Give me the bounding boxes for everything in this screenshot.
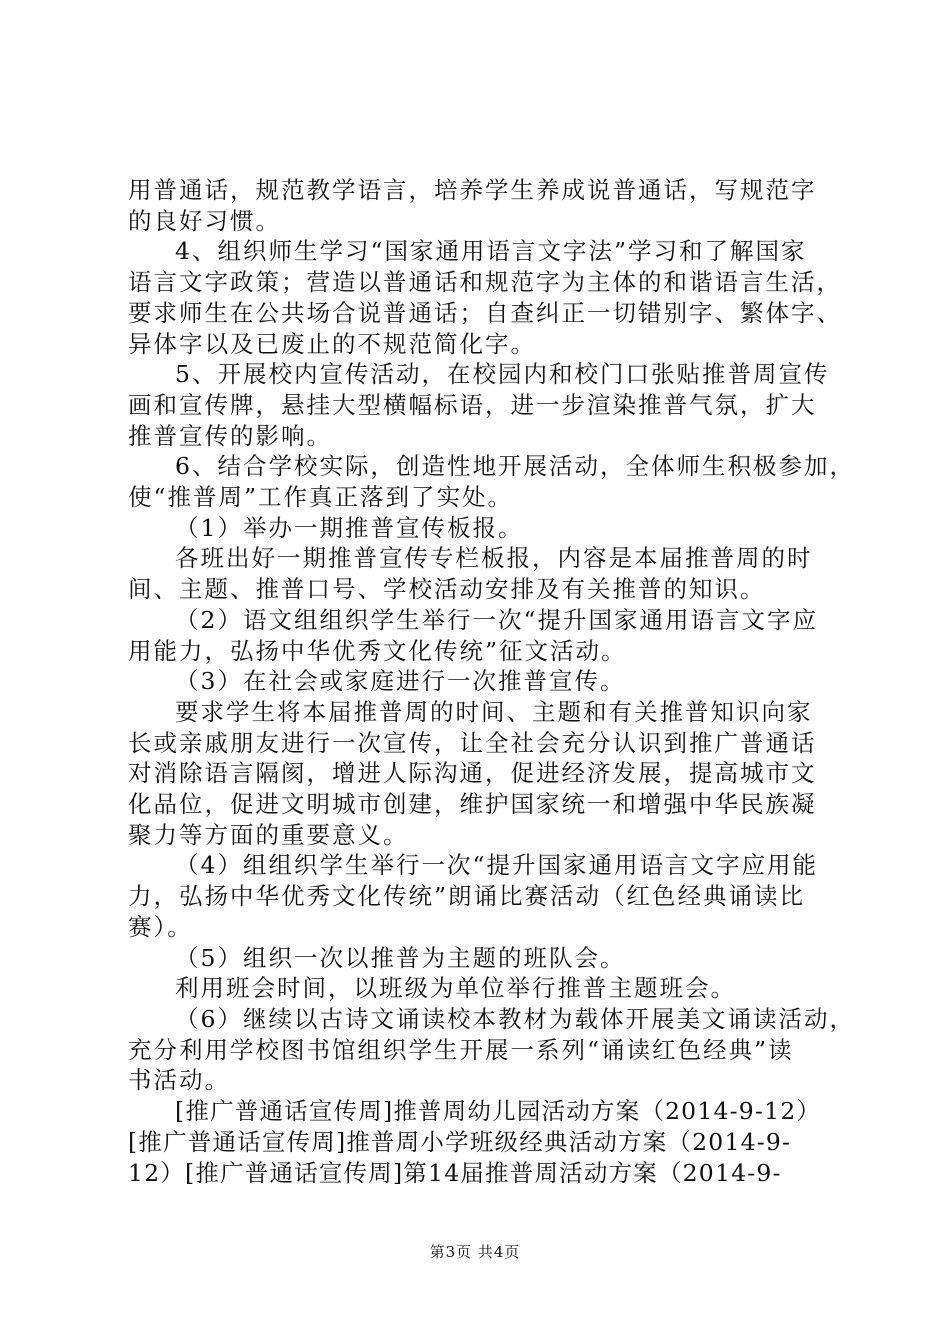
- paragraph: [128, 850, 840, 942]
- text-line: （3）在社会或家庭进行一次推普宣传。: [175, 667, 626, 696]
- text-line: 充分利用学校图书馆组织学生开展一系列“诵读红色经典”读: [128, 1035, 794, 1064]
- text-line: 书活动。: [128, 1066, 230, 1095]
- text-line: 利用班会时间，以班级为单位举行推普主题班会。: [175, 974, 736, 1003]
- text-line: 用能力，弘扬中华优秀文化传统”征文活动。: [128, 636, 627, 665]
- text-line: 6、结合学校实际，创造性地开展活动，全体师生积极参加，: [175, 452, 855, 481]
- text-line: （4）组组织学生举行一次“提升国家通用语言文字应用能: [175, 851, 818, 880]
- page-footer: [0, 1241, 950, 1262]
- text-line: 要求师生在公共场合说普通话；自查纠正一切错别字、繁体字、: [128, 298, 842, 327]
- text-line: 推普宣传的影响。: [128, 421, 332, 450]
- related-links-paragraph: [128, 1096, 840, 1188]
- paragraph: [128, 973, 840, 1004]
- text-line: 力，弘扬中华优秀文化传统”朗诵比赛活动（红色经典诵读比: [128, 882, 806, 911]
- text-line: 各班出好一期推普宣传专栏板报，内容是本届推普周的时: [175, 544, 813, 573]
- paragraph: [128, 605, 840, 666]
- text-line: 聚力等方面的重要意义。: [128, 820, 409, 849]
- text-line: 语言文字政策；营造以普通话和规范字为主体的和谐语言生活，: [128, 268, 842, 297]
- paragraph: [128, 175, 840, 236]
- text-line: [推广普通话宣传周]推普周幼儿园活动方案（2014-9-12）: [175, 1097, 822, 1126]
- paragraph: [128, 451, 855, 512]
- paragraph: [128, 943, 840, 974]
- paragraph: [128, 697, 840, 851]
- text-line: 长或亲戚朋友进行一次宣传，让全社会充分认识到推广普通话: [128, 728, 817, 757]
- text-line: 化品位，促进文明城市创建，维护国家统一和增强中华民族凝: [128, 790, 817, 819]
- text-line: 使“推普周”工作真正落到了实处。: [128, 483, 514, 512]
- paragraph: [128, 236, 840, 359]
- text-line: 的良好习惯。: [128, 206, 281, 235]
- page-number: 第3页 共4页: [429, 1243, 521, 1261]
- text-line: 异体字以及已废止的不规范简化字。: [128, 329, 536, 358]
- text-line: （2）语文组组织学生举行一次“提升国家通用语言文字应: [175, 605, 818, 634]
- text-line: [推广普通话宣传周]推普周小学班级经典活动方案（2014-9-: [128, 1127, 792, 1156]
- text-line: 间、主题、推普口号、学校活动安排及有关推普的知识。: [128, 575, 766, 604]
- paragraph: [128, 666, 840, 697]
- text-line: 12）[推广普通话宣传周]第14届推普周活动方案（2014-9-: [128, 1158, 782, 1187]
- paragraph: [128, 359, 840, 451]
- text-line: 要求学生将本届推普周的时间、主题和有关推普知识向家: [175, 697, 813, 726]
- text-line: （6）继续以古诗文诵读校本教材为载体开展美文诵读活动，: [175, 1004, 855, 1033]
- paragraph: [128, 543, 840, 604]
- text-line: 对消除语言隔阂，增进人际沟通，促进经济发展，提高城市文: [128, 759, 817, 788]
- text-line: （1）举办一期推普宣传板报。: [175, 513, 524, 542]
- text-line: 5、开展校内宣传活动，在校园内和校门口张贴推普周宣传: [175, 360, 830, 389]
- text-line: 用普通话，规范教学语言，培养学生养成说普通话，写规范字: [128, 176, 817, 204]
- text-line: （5）组织一次以推普为主题的班队会。: [175, 943, 626, 972]
- paragraph: [128, 513, 840, 544]
- text-line: 画和宣传牌，悬挂大型横幅标语，进一步渲染推普气氛，扩大: [128, 390, 817, 419]
- text-line: 赛）。: [128, 912, 193, 941]
- text-line: 4、组织师生学习“国家通用语言文字法”学习和了解国家: [175, 237, 807, 266]
- document-body: [128, 175, 855, 1188]
- paragraph: [128, 1004, 855, 1096]
